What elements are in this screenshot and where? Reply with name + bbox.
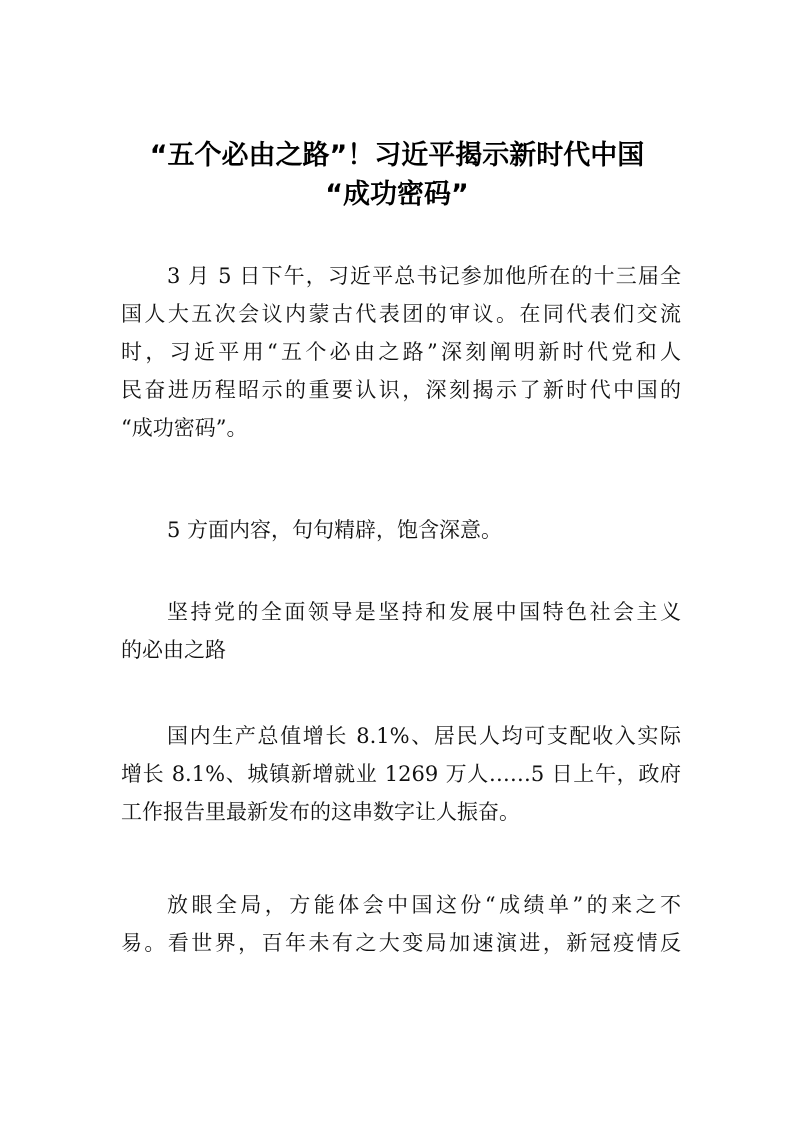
article-title-line-2: “成功密码” xyxy=(325,179,469,210)
paragraph-line: 国内生产总值增长 8.1%、居民人均可支配收入实际 xyxy=(167,724,681,748)
paragraph-line: 增长 8.1%、城镇新增就业 1269 万人……5 日上午，政府 xyxy=(121,762,681,786)
paragraph-line: “成功密码”。 xyxy=(121,416,248,440)
article-title-line-1: “五个必由之路”！习近平揭示新时代中国 xyxy=(149,140,645,171)
paragraph-intro xyxy=(121,257,681,447)
paragraph-context xyxy=(121,886,681,962)
paragraph-line: 放眼全局，方能体会中国这份“成绩单”的来之不 xyxy=(167,893,681,917)
paragraph-summary xyxy=(121,511,681,549)
paragraph-line: 民奋进历程昭示的重要认识，深刻揭示了新时代中国的 xyxy=(121,378,681,402)
paragraph-line: 3 月 5 日下午，习近平总书记参加他所在的十三届全 xyxy=(167,264,681,288)
paragraph-line: 坚持党的全面领导是坚持和发展中国特色社会主义 xyxy=(167,600,681,624)
paragraph-line: 5 方面内容，句句精辟，饱含深意。 xyxy=(167,518,503,542)
paragraph-statistics xyxy=(121,717,681,831)
paragraph-line: 国人大五次会议内蒙古代表团的审议。在同代表们交流 xyxy=(121,302,681,326)
paragraph-line: 时，习近平用“五个必由之路”深刻阐明新时代党和人 xyxy=(121,340,681,364)
paragraph-heading-point-1 xyxy=(121,593,681,669)
paragraph-line: 易。看世界，百年未有之大变局加速演进，新冠疫情反 xyxy=(121,931,681,955)
paragraph-line: 的必由之路 xyxy=(121,638,226,662)
paragraph-line: 工作报告里最新发布的这串数字让人振奋。 xyxy=(121,800,520,824)
